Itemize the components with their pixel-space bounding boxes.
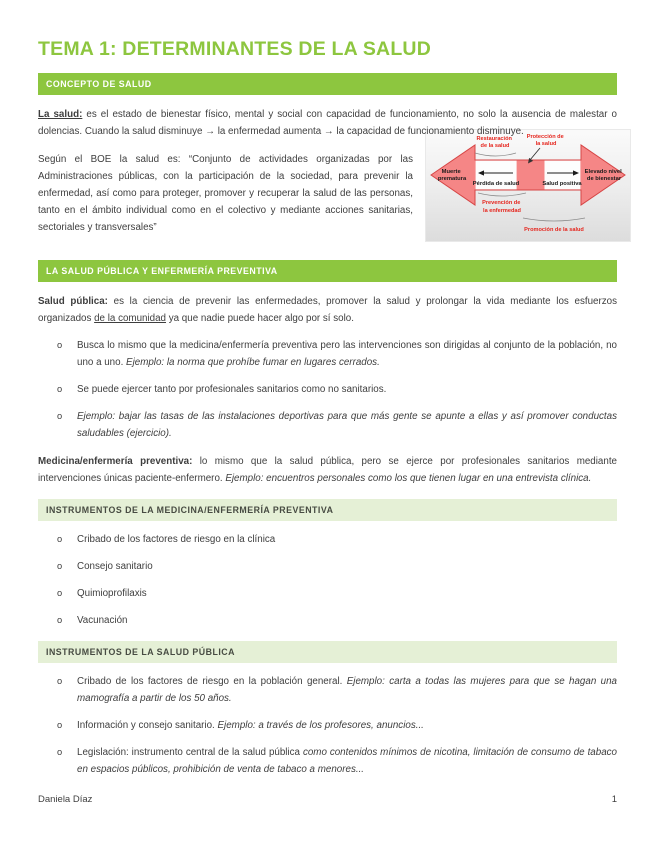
bullet-text — [77, 337, 617, 371]
bullet-text-example: Ejemplo: bajar las tasas de las instalaciones deportivas para que más gente se apunte a ellas y así promover conductas saludables (ejercicio). — [77, 411, 617, 439]
bullet-marker: o — [57, 588, 63, 598]
bullet-marker: o — [57, 747, 63, 757]
bullet-text — [77, 744, 617, 778]
list-item — [38, 558, 617, 575]
underlined-de-la-comunidad: de la comunidad — [94, 313, 167, 324]
bullet-text-normal: Busca lo mismo que la medicina/enfermería preventiva pero las intervenciones son dirigidas al conjunto de la población, no uno a uno. — [77, 340, 617, 368]
footer-page-number: 1 — [611, 794, 617, 805]
label-promocion: Promoción de la salud — [524, 227, 584, 233]
list-item — [38, 717, 617, 734]
bullet-text — [77, 408, 617, 442]
section-banner-salud-publica: LA SALUD PÚBLICA Y ENFERMERÍA PREVENTIVA — [38, 260, 617, 282]
bullet-marker: o — [57, 411, 63, 421]
salud-publica-text-2: ya que nadie puede hacer algo por sí solo. — [166, 313, 354, 324]
bullet-marker: o — [57, 615, 63, 625]
term-medicina-preventiva: Medicina/enfermería preventiva: — [38, 456, 193, 467]
bullet-text-example: Ejemplo: la norma que prohíbe fumar en lugares cerrados. — [126, 357, 380, 368]
preventiva-text: lo mismo que la salud pública, pero se ejerce por profesionales sanitarios mediante intervenciones únicas paciente-enfermero. — [38, 456, 617, 484]
brace-prevencion — [478, 193, 526, 196]
list-item — [38, 673, 617, 707]
bullet-marker: o — [57, 340, 63, 350]
brace-promocion — [523, 218, 585, 221]
brace-restauracion — [475, 153, 516, 156]
bullet-marker: o — [57, 676, 63, 686]
bullet-text-normal: Legislación: instrumento central de la salud pública — [77, 747, 303, 758]
bullet-marker: o — [57, 384, 63, 394]
paragraph-boe — [38, 134, 622, 248]
bullet-text-example: Ejemplo: carta a todas las mujeres para que se hagan una mamografía a partir de los 50 años. — [77, 676, 617, 704]
section-banner-concepto-de-salud: CONCEPTO DE SALUD — [38, 73, 617, 95]
paragraph-salud-definition-text: es el estado de bienestar físico, mental y social con capacidad de funcionamiento, no solo la ausencia de malestar o dolencias. Cuando la salud disminuye → la enfermedad aumenta → la capacidad de funcionamiento disminuye. — [38, 109, 617, 137]
page-footer — [38, 794, 617, 805]
bullet-text-normal: Cribado de los factores de riesgo en la población general. — [77, 676, 347, 687]
label-prevencion: Prevención de la enfermedad — [482, 200, 521, 214]
bullet-marker: o — [57, 534, 63, 544]
bullet-text — [77, 673, 617, 707]
double-arrow-shape — [431, 145, 625, 205]
bullet-text — [77, 717, 617, 734]
label-proteccion: Protección de la salud — [526, 134, 564, 147]
bullet-text: Vacunación — [77, 615, 128, 626]
term-la-salud: La salud: — [38, 109, 83, 120]
bullet-text: Cribado de los factores de riesgo en la clínica — [77, 534, 276, 545]
bullet-marker: o — [57, 561, 63, 571]
paragraph-boe-text: Según el BOE la salud es: “Conjunto de actividades organizadas por las Administraciones públicas, con la participación de la sociedad, para prevenir la enfermedad, así como para proteger, promover y recuperar la salud de las personas, tanto en el ámbito individual como en el colectivo y mediante acciones sanitarias, sectoriales y transversales” — [38, 154, 413, 233]
list-item — [38, 381, 617, 398]
label-restauracion: Restauración de la salud — [476, 136, 512, 149]
preventiva-example: Ejemplo: encuentros personales como los que tienen lugar en una entrevista clínica. — [225, 473, 592, 484]
paragraph-preventiva-definition — [38, 453, 617, 487]
footer-author: Daniela Díaz — [38, 794, 93, 805]
section-banner-instrumentos-preventiva: INSTRUMENTOS DE LA MEDICINA/ENFERMERÍA PREVENTIVA — [38, 499, 617, 521]
bullet-marker: o — [57, 720, 63, 730]
bullet-text: Quimioprofilaxis — [77, 588, 147, 599]
bullet-text-example: como contenidos mínimos de nicotina, limitación de consumo de tabaco en espacios públicos, prohibición de venta de tabaco a menores... — [77, 747, 617, 775]
health-continuum-diagram — [425, 129, 631, 242]
health-continuum-svg — [425, 129, 631, 242]
list-item — [38, 408, 617, 442]
list-item — [38, 744, 617, 778]
page-title: TEMA 1: DETERMINANTES DE LA SALUD — [38, 38, 431, 60]
section-banner-instrumentos-salud-publica: INSTRUMENTOS DE LA SALUD PÚBLICA — [38, 641, 617, 663]
label-elevado-nivel: Elevado nivel de bienestar — [584, 169, 622, 182]
label-salud-positiva: Salud positiva — [542, 181, 582, 187]
bullet-text-normal: Se puede ejercer tanto por profesionales sanitarios como no sanitarios. — [77, 384, 387, 395]
list-item — [38, 337, 617, 371]
bullet-text — [77, 381, 617, 398]
term-salud-publica: Salud pública: — [38, 296, 108, 307]
label-muerte-prematura: Muerte prematura — [437, 169, 467, 182]
bullet-text: Consejo sanitario — [77, 561, 153, 572]
paragraph-salud-publica-definition — [38, 293, 617, 327]
proteccion-pointer-line — [530, 148, 540, 160]
list-item — [38, 585, 617, 602]
list-item — [38, 531, 617, 548]
list-item — [38, 612, 617, 629]
bullet-text-normal: Información y consejo sanitario. — [77, 720, 218, 731]
bullet-text-example: Ejemplo: a través de los profesores, anuncios... — [217, 720, 424, 731]
salud-publica-text-1: es la ciencia de prevenir las enfermedades, promover la salud y prolongar la vida mediante los esfuerzos organizados — [38, 296, 618, 324]
label-perdida-de-salud: Pérdida de salud — [472, 181, 520, 187]
